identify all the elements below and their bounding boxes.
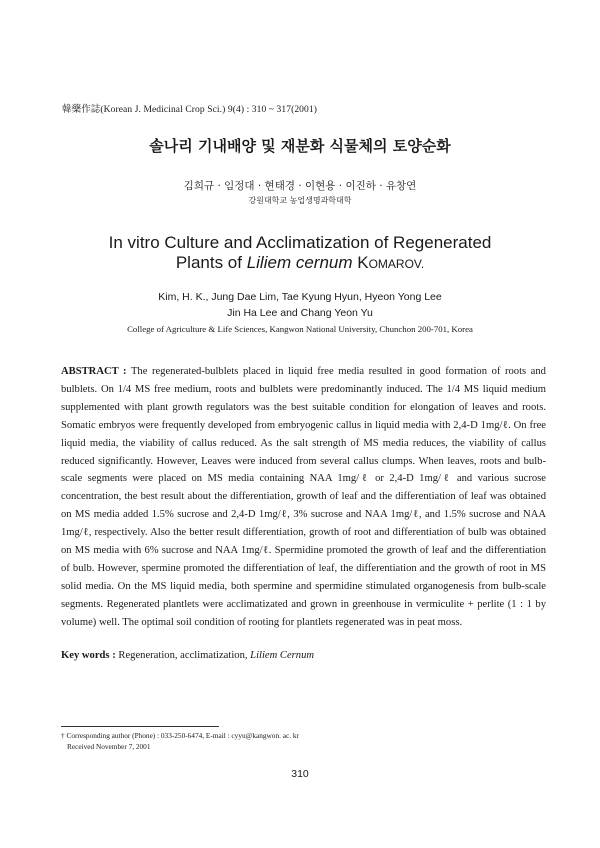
page-number: 310 [291, 768, 309, 780]
abstract [61, 363, 546, 632]
title-prefix: Plants of [175, 253, 247, 272]
title-author-rest: OMAROV. [368, 257, 425, 271]
keywords-text: Regeneration, acclimatization, [118, 650, 251, 661]
english-title-line2 [0, 253, 600, 274]
journal-citation: 韓藥作誌(Korean J. Medicinal Crop Sci.) 9(4) : 310 ~ 317(2001) [62, 105, 317, 115]
footnote-received-date: Received November 7, 2001 [67, 742, 151, 751]
english-authors-line1: Kim, H. K., Jung Dae Lim, Tae Kyung Hyun, Hyeon Yong Lee [158, 291, 442, 303]
korean-affiliation: 강원대학교 농업생명과학대학 [248, 196, 352, 205]
abstract-text: The regenerated-bulblets placed in liquid free media resulted in good formation of roots and bulblets. On 1/4 MS free medium, roots and bulblets were predominantly induced. The 1/4 MS liquid medium supplemented with plant growth regulators was the best suitable condition for elongation of leaves and roots. Somatic embryos were frequently developed from embryogenic callus in liquid media with 2,4-D 1mg/ℓ. On free liquid media, the viability of callus reduced. As the salt strength of MS media reduces, the viability of callus reduced significantly. However, Leaves were induced from several callus clumps. When leaves, roots and bulb-scale segments were placed on MS media containing NAA 1mg/ℓ or 2,4-D 1mg/ℓ and various sucrose concentration, the best result about the differentiation, growth of leaf and the differentiation of leaf was obtained on MS media added 1.5% sucrose and 2,4-D 1mg/ℓ, 3% sucrose and NAA 1mg/ℓ, and 1.5% sucrose and NAA 1mg/ℓ, respectively. Also the better result differentiation, growth of root and differentiation of bulb was obtained on MS media with 6% sucrose and NAA 1mg/ℓ. Spermidine promoted the growth of leaf and the differentiation of bulb. However, spermine promoted the differentiation of leaf, the differentiation and the growth of root in MS solid media. On the MS liquid media, both spermine and spermidine stimulated organogenesis from bulb-scale segments. Regenerated plantlets were acclimatizated and grown in greenhouse in vermiculite + perlite (1 : 1 by volume) well. The optimal soil condition of rooting for plantlets regenerated was in peat moss. [61, 366, 546, 628]
korean-title: 솔나리 기내배양 및 재분화 식물체의 토양순화 [149, 137, 451, 155]
english-affiliation: College of Agriculture & Life Sciences, Kangwon National University, Chunchon 200-701, Korea [127, 324, 473, 334]
footnote-corresponding-author: † Corresponding author (Phone) : 033-250-6474, E-mail : cyyu@kangwon. ac. kr [61, 731, 299, 740]
english-title-line1: In vitro Culture and Acclimatization of Regenerated [108, 233, 492, 252]
korean-authors: 김희규 · 임정대 · 현태경 · 이현용 · 이진하 · 유창연 [183, 180, 417, 192]
abstract-label: ABSTRACT : [61, 366, 127, 377]
title-author-initial: K [357, 253, 369, 272]
footnote-divider [61, 726, 219, 727]
title-species: Liliem cernum [246, 253, 353, 272]
keywords-label: Key words : [61, 650, 116, 661]
keywords [61, 650, 314, 661]
keywords-species: Liliem Cernum [250, 650, 315, 661]
english-authors-line2: Jin Ha Lee and Chang Yeon Yu [227, 307, 373, 319]
